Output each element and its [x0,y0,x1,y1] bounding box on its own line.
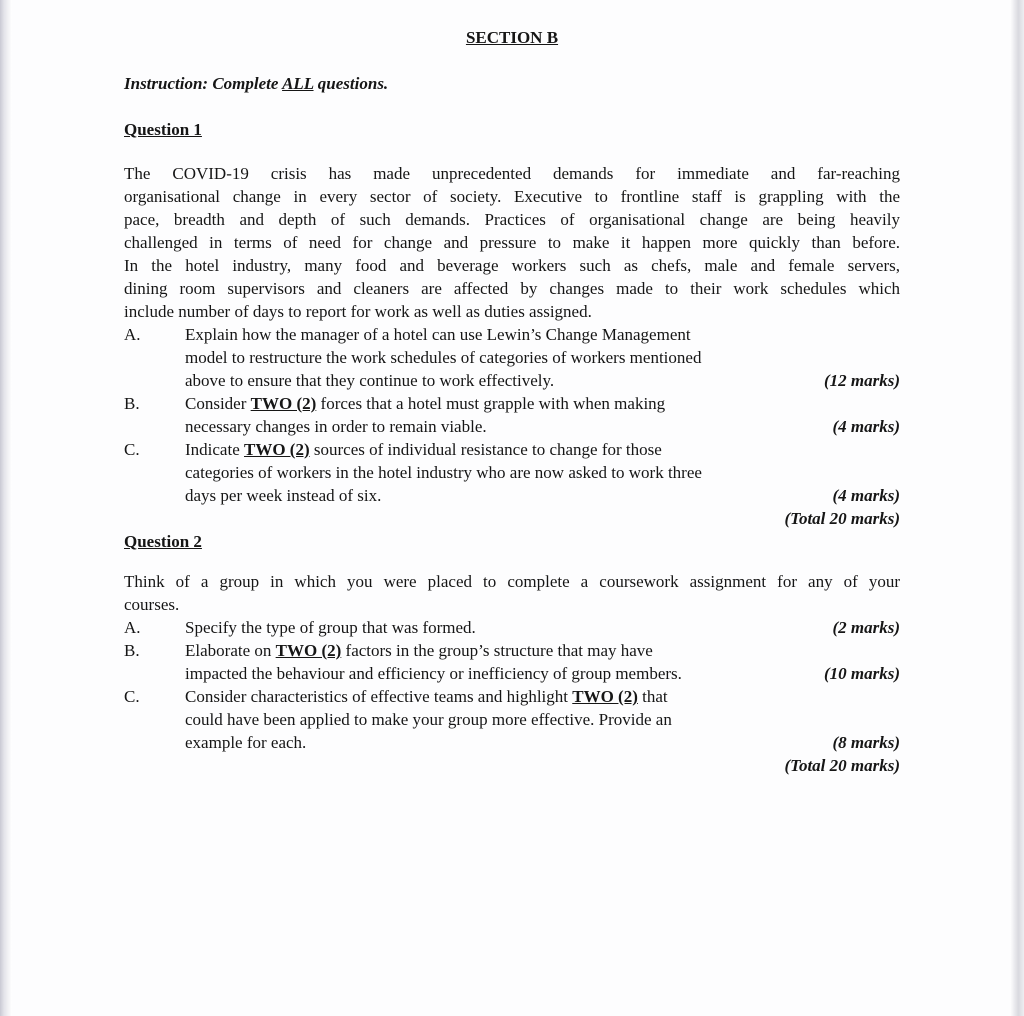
intro-line: Think of a group in which you were placed to complete a coursework assignment for any of your [124,572,900,591]
line-segment: that [637,687,668,706]
part-line [185,616,900,639]
question-2-part-a [124,616,900,639]
part-text [185,685,900,754]
line-segment: factors in the group’s structure that may have [341,641,653,660]
instruction-line [124,72,900,95]
question-1-part-a [124,323,900,392]
part-line [185,438,900,461]
part-text [185,616,900,639]
instruction-underlined: ALL [282,74,314,93]
part-line [185,346,900,369]
line-segment: could have been applied to make your group more effective. Provide an [185,710,672,729]
line-segment: above to ensure that they continue to work effectively. [185,371,555,390]
line-segment: Explain how the manager of a hotel can use Lewin’s Change Management [185,325,691,344]
instruction-after: questions. [313,74,389,93]
part-label: B. [124,394,140,413]
part-line [185,708,900,731]
intro-line: dining room supervisors and cleaners are affected by changes made to their work schedules which [124,279,900,298]
marks-badge: (2 marks) [832,618,900,637]
page-edge-right [1010,0,1024,1016]
question-2-total-marks: (Total 20 marks) [784,756,900,775]
intro-line: courses. [124,595,180,614]
question-2-intro [124,570,900,616]
part-text [185,639,900,685]
part-line [185,392,900,415]
part-label: B. [124,641,140,660]
intro-line: The COVID-19 crisis has made unprecedented demands for immediate and far-reaching [124,164,900,183]
part-line [185,369,900,392]
line-segment: model to restructure the work schedules of categories of workers mentioned [185,348,702,367]
part-line [185,731,900,754]
question-2-title-text: Question 2 [124,532,202,551]
question-1-title [124,118,900,141]
line-segment: forces that a hotel must grapple with when making [316,394,666,413]
page-content [124,26,900,777]
bold-term: TWO (2) [275,641,342,660]
bold-term: TWO (2) [572,687,638,706]
question-2-part-b [124,639,900,685]
line-segment: sources of individual resistance to change for those [309,440,662,459]
intro-line: include number of days to report for work as well as duties assigned. [124,302,592,321]
marks-badge: (12 marks) [823,371,900,390]
part-text [185,392,900,438]
question-1-total-marks: (Total 20 marks) [784,509,900,528]
intro-line: pace, breadth and depth of such demands. Practices of organisational change are being heavily [124,210,900,229]
line-segment: impacted the behaviour and efficiency or inefficiency of group members. [185,664,682,683]
part-label: A. [124,618,141,637]
intro-line: organisational change in every sector of society. Executive to frontline staff is grappling with the [124,187,900,206]
part-line [185,323,900,346]
part-text [185,323,900,392]
part-line [185,461,900,484]
instruction-before: Instruction: Complete [124,74,283,93]
part-line [185,662,900,685]
part-label: C. [124,440,140,459]
question-1-part-b [124,392,900,438]
question-2-title [124,530,900,553]
line-segment: days per week instead of six. [185,486,382,505]
bold-term: TWO (2) [244,440,310,459]
line-segment: Indicate [185,440,244,459]
section-title [124,26,900,49]
question-1-part-c [124,438,900,507]
line-segment: categories of workers in the hotel industry who are now asked to work three [185,463,702,482]
part-label: C. [124,687,140,706]
part-label: A. [124,325,141,344]
marks-badge: (10 marks) [823,664,900,683]
question-1-intro [124,162,900,323]
line-segment: example for each. [185,733,307,752]
part-line [185,415,900,438]
line-segment: Elaborate on [185,641,276,660]
marks-badge: (8 marks) [832,733,900,752]
line-segment: necessary changes in order to remain viable. [185,417,487,436]
line-segment: Consider characteristics of effective teams and highlight [185,687,573,706]
question-1-title-text: Question 1 [124,120,202,139]
marks-badge: (4 marks) [832,417,900,436]
part-text [185,438,900,507]
part-line [185,685,900,708]
question-2-part-c [124,685,900,754]
part-line [185,639,900,662]
bold-term: TWO (2) [250,394,317,413]
part-line [185,484,900,507]
line-segment: Consider [185,394,251,413]
line-segment: Specify the type of group that was formed. [185,618,476,637]
marks-badge: (4 marks) [832,486,900,505]
intro-line: In the hotel industry, many food and beverage workers such as chefs, male and female servers, [124,256,900,275]
intro-line: challenged in terms of need for change and pressure to make it happen more quickly than before. [124,233,900,252]
page-edge-left [0,0,12,1016]
section-title-text: SECTION B [465,28,559,47]
